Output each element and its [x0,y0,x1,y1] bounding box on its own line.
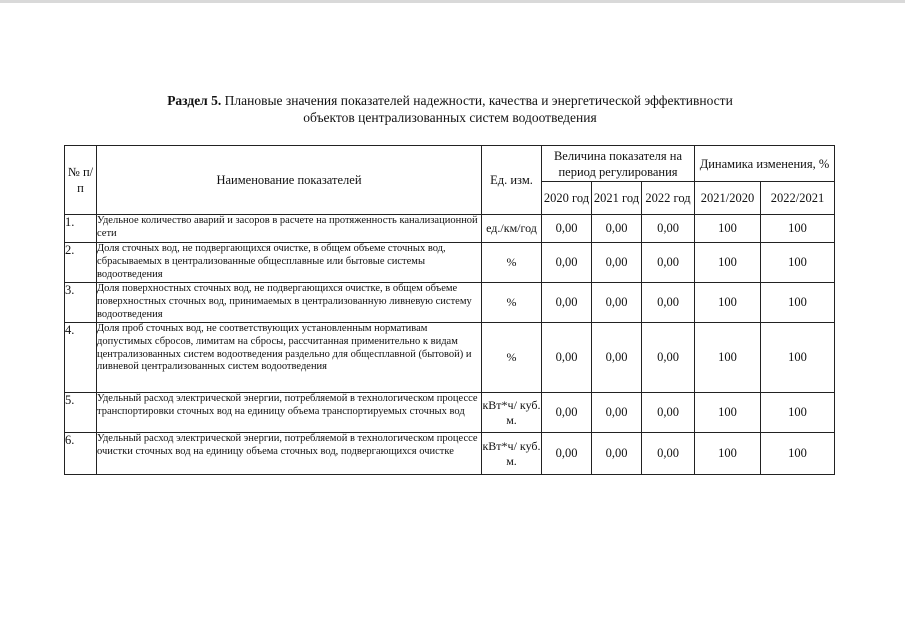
header-dynamics-2021-2020: 2021/2020 [695,182,761,215]
row-dynamics-2022-2021: 100 [761,323,835,393]
table-row [65,215,835,243]
row-name: Удельный расход электрической энергии, потребляемой в технологическом процессе очистки сточных вод на единицу объема сточных вод, подвергающихся очистке [97,433,482,475]
row-num: 3. [65,283,97,323]
header-year-2020: 2020 год [542,182,592,215]
row-dynamics-2021-2020: 100 [695,393,761,433]
row-num: 4. [65,323,97,393]
header-unit: Ед. изм. [482,146,542,215]
indicators-table [64,145,835,475]
section-heading-line1 [60,92,840,109]
row-value-2022: 0,00 [642,215,695,243]
row-dynamics-2021-2020: 100 [695,243,761,283]
row-num: 1. [65,215,97,243]
row-value-2020: 0,00 [542,393,592,433]
row-value-2020: 0,00 [542,433,592,475]
table-row [65,323,835,393]
row-name: Доля поверхностных сточных вод, не подвергающихся очистке, в общем объеме поверхностных сточных вод, принимаемых в централизованную ливневую систему водоотведения [97,283,482,323]
row-value-2021: 0,00 [592,323,642,393]
row-unit: кВт*ч/ куб. м. [482,433,542,475]
scan-top-edge [0,0,905,3]
row-dynamics-2021-2020: 100 [695,283,761,323]
header-year-2022: 2022 год [642,182,695,215]
header-year-2021: 2021 год [592,182,642,215]
row-value-2020: 0,00 [542,283,592,323]
header-num: № п/п [65,146,97,215]
section-title-line1: Плановые значения показателей надежности, качества и энергетической эффективности [224,93,733,108]
header-dynamics-2022-2021: 2022/2021 [761,182,835,215]
row-dynamics-2022-2021: 100 [761,215,835,243]
row-num: 2. [65,243,97,283]
row-unit: ед./км/год [482,215,542,243]
row-dynamics-2022-2021: 100 [761,433,835,475]
table-row [65,393,835,433]
row-name: Удельное количество аварий и засоров в расчете на протяженность канализационной сети [97,215,482,243]
section-title-line2: объектов централизованных систем водоотведения [303,110,597,125]
row-num: 6. [65,433,97,475]
header-period-group: Величина показателя на период регулирования [542,146,695,182]
row-unit: % [482,323,542,393]
row-dynamics-2021-2020: 100 [695,433,761,475]
row-value-2022: 0,00 [642,323,695,393]
row-unit: % [482,243,542,283]
table-row [65,433,835,475]
row-value-2020: 0,00 [542,323,592,393]
row-value-2022: 0,00 [642,243,695,283]
row-value-2020: 0,00 [542,215,592,243]
row-value-2021: 0,00 [592,283,642,323]
row-value-2021: 0,00 [592,393,642,433]
header-dynamics-group: Динамика изменения, % [695,146,835,182]
row-dynamics-2021-2020: 100 [695,215,761,243]
row-value-2022: 0,00 [642,393,695,433]
row-unit: кВт*ч/ куб. м. [482,393,542,433]
row-name: Удельный расход электрической энергии, потребляемой в технологическом процессе транспортировки сточных вод на единицу объема транспортируемых сточных вод [97,393,482,433]
row-value-2020: 0,00 [542,243,592,283]
header-name: Наименование показателей [97,146,482,215]
row-name: Доля сточных вод, не подвергающихся очистке, в общем объеме сточных вод, сбрасываемых в централизованные общесплавные или бытовые системы водоотведения [97,243,482,283]
row-value-2022: 0,00 [642,433,695,475]
row-dynamics-2022-2021: 100 [761,393,835,433]
row-value-2021: 0,00 [592,433,642,475]
table-row [65,243,835,283]
row-name: Доля проб сточных вод, не соответствующих установленным нормативам допустимых сбросов, лимитам на сбросы, рассчитанная применительно к видам централизованных систем водоотведения раздельно для общесплавной (бытовой) и ливневой централизованных систем водоотведения [97,323,482,393]
row-value-2021: 0,00 [592,243,642,283]
row-num: 5. [65,393,97,433]
row-dynamics-2022-2021: 100 [761,243,835,283]
row-value-2021: 0,00 [592,215,642,243]
section-label: Раздел 5. [167,93,222,108]
section-heading [60,92,840,126]
row-dynamics-2022-2021: 100 [761,283,835,323]
table-row [65,283,835,323]
row-dynamics-2021-2020: 100 [695,323,761,393]
row-value-2022: 0,00 [642,283,695,323]
row-unit: % [482,283,542,323]
